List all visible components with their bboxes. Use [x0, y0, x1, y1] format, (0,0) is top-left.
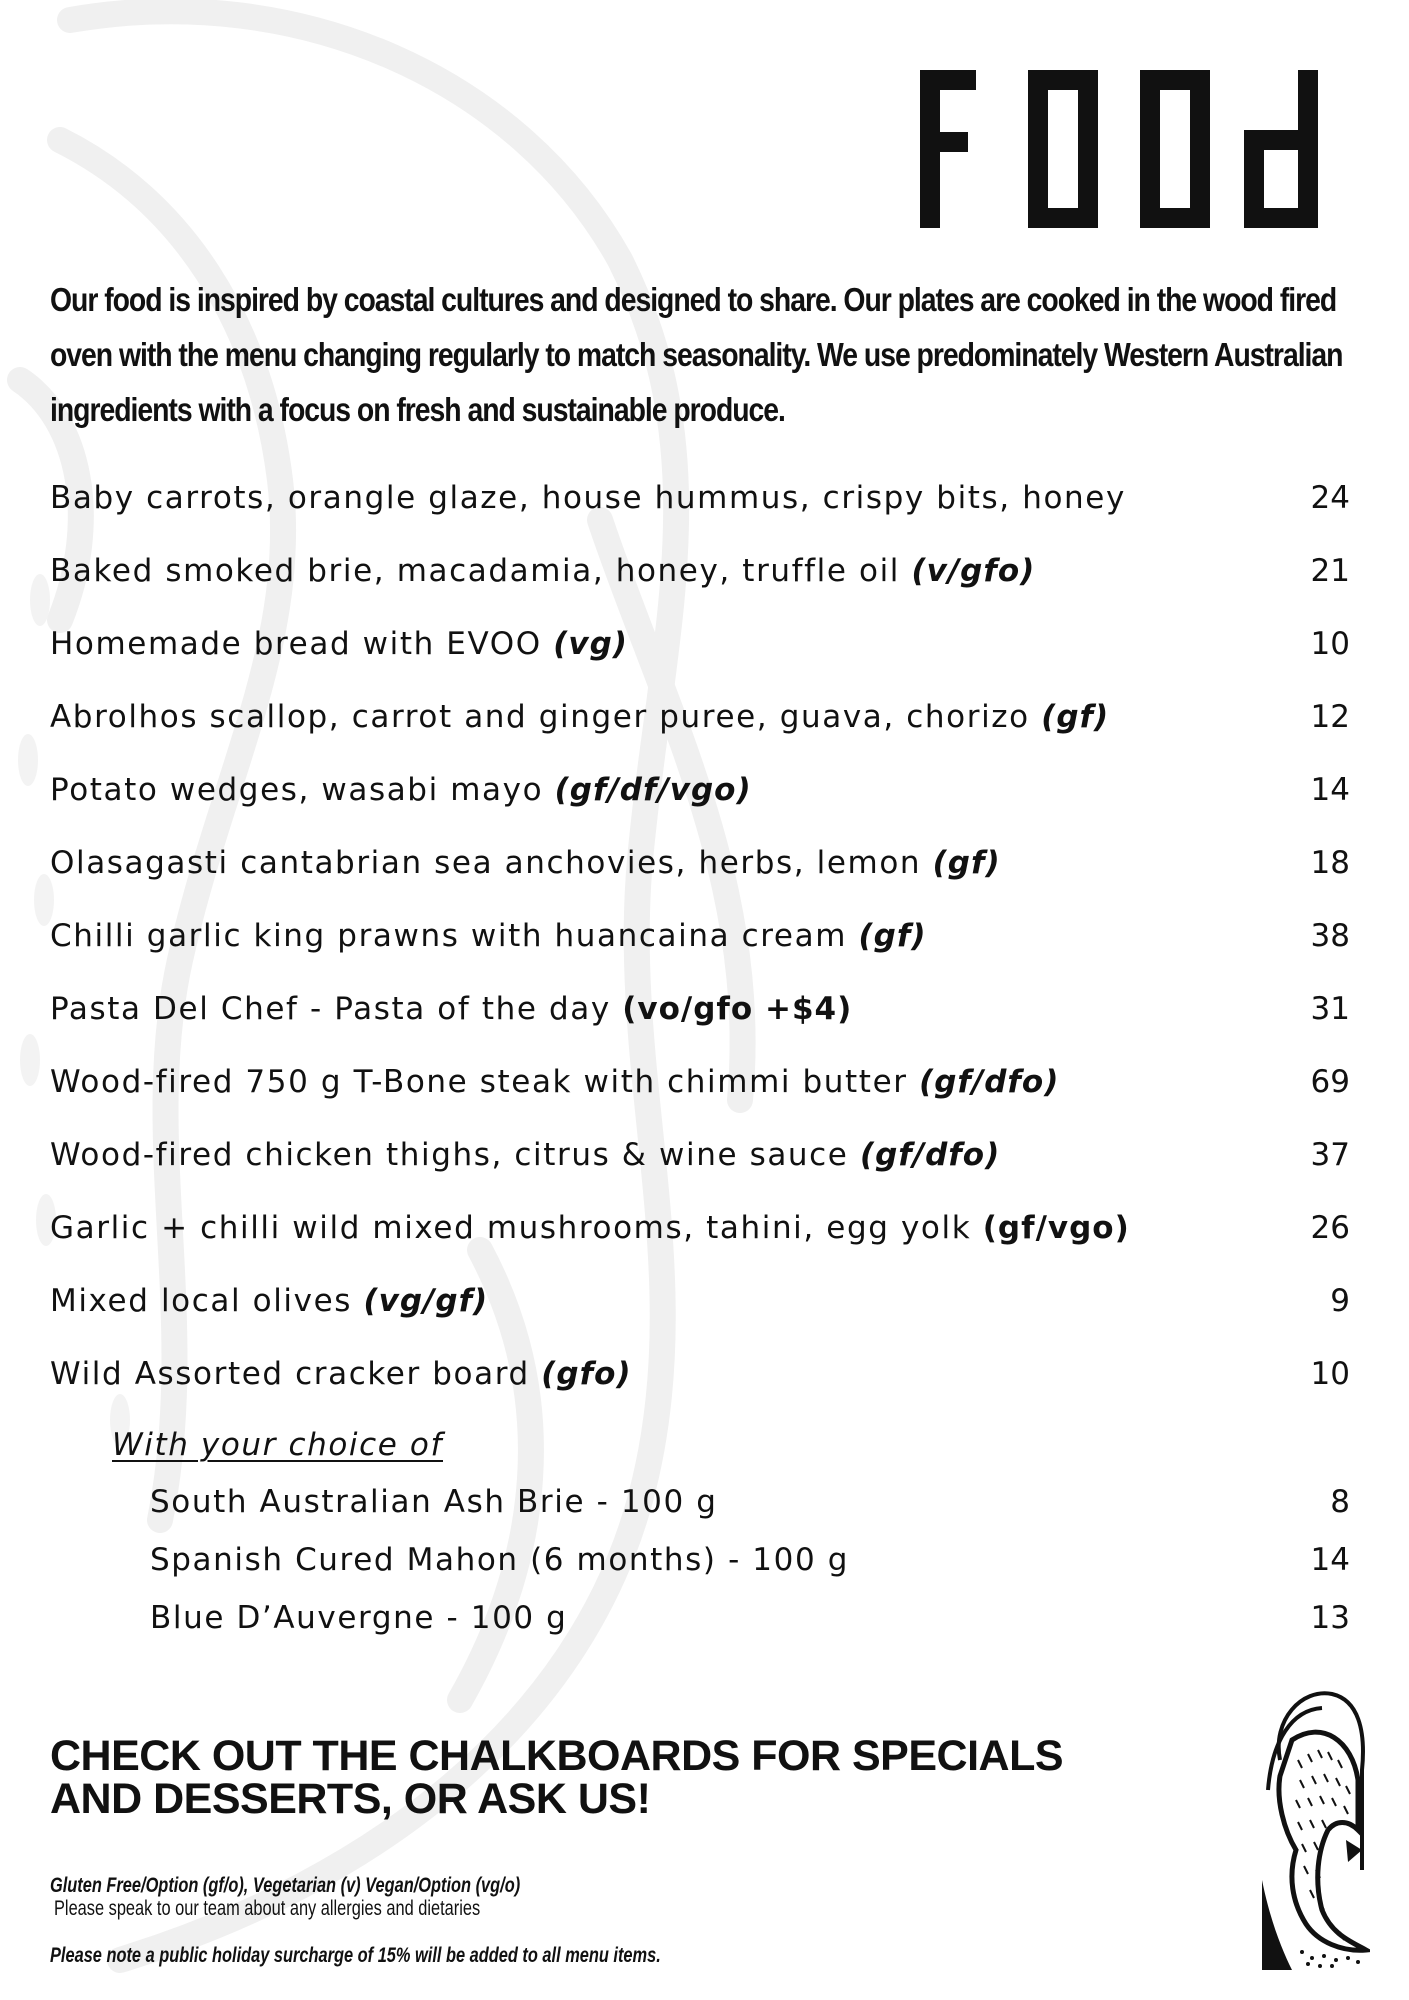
dietary-tag: (v/gfo): [911, 553, 1036, 589]
item-name: Olasagasti cantabrian sea anchovies, herbs, lemon: [50, 845, 922, 881]
item-price: 31: [1310, 991, 1350, 1027]
menu-item: [50, 541, 1350, 614]
menu-list: [50, 468, 1350, 1647]
dietary-key: Gluten Free/Option (gf/o), Vegetarian (v) Vegan/Option (vg/o): [50, 1874, 521, 1897]
mascot-illustration: [1262, 1680, 1370, 1970]
dietary-tag: (vg/gf): [363, 1283, 489, 1319]
item-name: Chilli garlic king prawns with huancaina cream: [50, 918, 847, 954]
item-name: Pasta Del Chef - Pasta of the day: [50, 991, 611, 1027]
item-price: 38: [1310, 918, 1350, 954]
item-name: Potato wedges, wasabi mayo: [50, 772, 555, 808]
dietary-tag: (gf/dfo): [859, 1137, 1001, 1173]
option-name: Spanish Cured Mahon (6 months) - 100 g: [150, 1542, 850, 1578]
option-price: 8: [1330, 1484, 1350, 1520]
choice-heading: With your choice of: [112, 1427, 443, 1463]
item-price: 37: [1310, 1137, 1350, 1173]
menu-item: [50, 1271, 1350, 1344]
dietary-tag: (gf): [932, 845, 1001, 881]
menu-item: [50, 760, 1350, 833]
item-price: 26: [1310, 1210, 1350, 1246]
surcharge-note: Please note a public holiday surcharge of 15% will be added to all menu items.: [50, 1944, 661, 1967]
item-price: 10: [1310, 626, 1350, 662]
item-price: 21: [1310, 553, 1350, 589]
dietary-tag: (gf/df/vgo): [554, 772, 752, 808]
item-name: Baby carrots, orangle glaze, house hummus, crispy bits, honey: [50, 480, 1126, 516]
item-name: Homemade bread with EVOO: [50, 626, 542, 662]
item-name: Garlic + chilli wild mixed mushrooms, tahini, egg yolk: [50, 1210, 972, 1246]
menu-item: [50, 1125, 1350, 1198]
dietary-tag: (gf): [1041, 699, 1110, 735]
dietary-tag: (gf): [858, 918, 927, 954]
menu-item: [50, 833, 1350, 906]
item-name: Wood-fired chicken thighs, citrus & wine sauce: [50, 1137, 849, 1173]
callout-line-2: AND DESSERTS, OR ASK US!: [50, 1775, 651, 1823]
item-name: Wood-fired 750 g T-Bone steak with chimmi butter: [50, 1064, 908, 1100]
item-price: 12: [1310, 699, 1350, 735]
allergy-note: Please speak to our team about any allergies and dietaries: [54, 1897, 481, 1920]
item-name: Abrolhos scallop, carrot and ginger puree, guava, chorizo: [50, 699, 1030, 735]
item-price: 18: [1310, 845, 1350, 881]
option-price: 13: [1310, 1600, 1350, 1636]
cheese-option: [50, 1473, 1350, 1531]
menu-item: [50, 979, 1350, 1052]
menu-item: [50, 1198, 1350, 1271]
menu-item: [50, 687, 1350, 760]
item-price: 10: [1310, 1356, 1350, 1392]
item-name: Mixed local olives: [50, 1283, 353, 1319]
dietary-tag: (vo/gfo +$4): [622, 991, 853, 1027]
dietary-tag: (gfo): [541, 1356, 632, 1392]
menu-item: [50, 1052, 1350, 1125]
menu-item: [50, 614, 1350, 687]
callout-line-1: CHECK OUT THE CHALKBOARDS FOR SPECIALS: [50, 1732, 1064, 1780]
item-price: 14: [1310, 772, 1350, 808]
menu-item: [50, 906, 1350, 979]
option-name: Blue D’Auvergne - 100 g: [150, 1600, 568, 1636]
item-name: Wild Assorted cracker board: [50, 1356, 530, 1392]
dietary-tag: (gf/dfo): [919, 1064, 1060, 1100]
option-name: South Australian Ash Brie - 100 g: [150, 1484, 718, 1520]
dietary-tag: (gf/vgo): [982, 1210, 1130, 1246]
cheese-option: [50, 1531, 1350, 1589]
item-price: 69: [1310, 1064, 1350, 1100]
menu-item: [50, 1344, 1350, 1417]
menu-item: [50, 468, 1350, 541]
item-price: 24: [1310, 480, 1350, 516]
specials-callout: [50, 1732, 1064, 1823]
food-logo: [920, 70, 1330, 230]
option-price: 14: [1310, 1542, 1350, 1578]
intro-paragraph: Our food is inspired by coastal cultures and designed to share. Our plates are cooked in the wood fired oven with the menu changing regularly to match seasonality. We use predominately Western Australian ingredients with a focus on fresh and sustainable produce.: [50, 281, 1343, 428]
item-name: Baked smoked brie, macadamia, honey, truffle oil: [50, 553, 901, 589]
item-price: 9: [1330, 1283, 1350, 1319]
cheese-option: [50, 1589, 1350, 1647]
dietary-tag: (vg): [553, 626, 628, 662]
